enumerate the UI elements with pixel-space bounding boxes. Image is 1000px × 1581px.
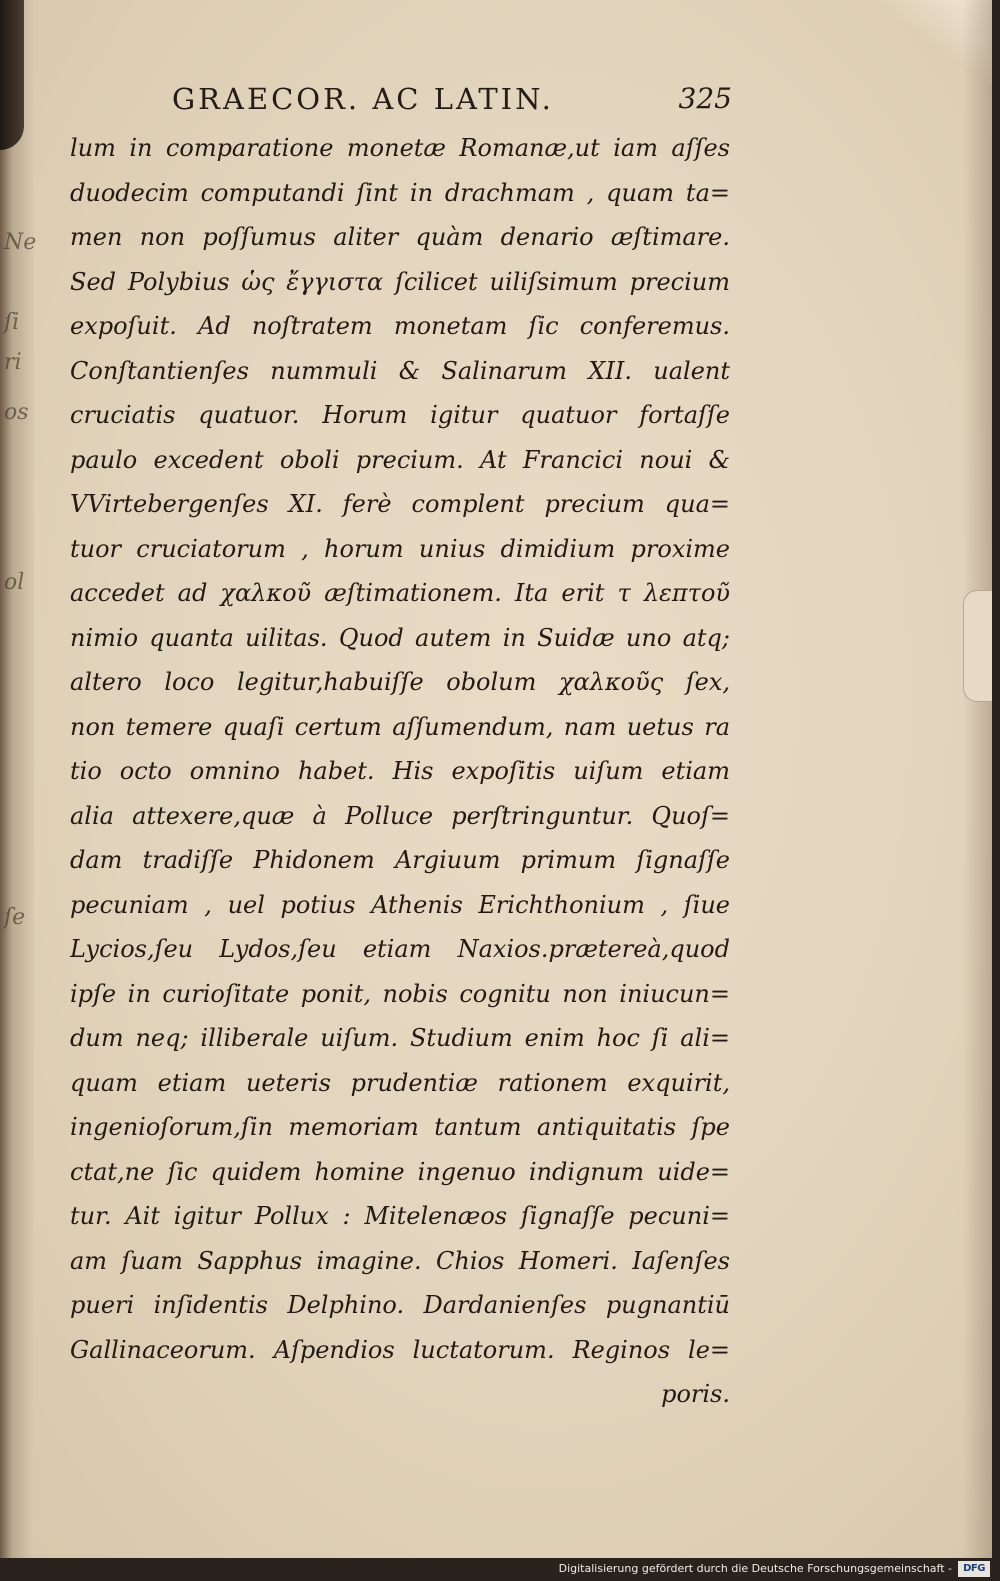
text-line: Conſtantienſes nummuli & Salinarum XII. ualent: [70, 356, 730, 385]
page-tab: [963, 590, 992, 702]
text-line: men non poſſumus aliter quàm denario æſtimare.: [70, 223, 730, 251]
dfg-logo-icon: DFG: [958, 1561, 990, 1577]
text-line: poris.: [661, 1380, 730, 1408]
text-line: pecuniam , uel potius Athenis Erichthonium , ſiue: [70, 890, 730, 919]
page-edge-shadow: [962, 0, 992, 1558]
scanner-clip: [0, 0, 24, 150]
margin-bleed-text: os: [4, 400, 29, 425]
text-line: VVirtebergenſes XI. ferè complent precium qua=: [70, 490, 730, 518]
text-line: pueri inſidentis Delphino. Dardanienſes pugnantiū: [70, 1291, 730, 1319]
text-line: dam tradiſſe Phidonem Argiuum primum ſignaſſe: [70, 846, 730, 874]
text-line: paulo excedent oboli precium. At Francici noui &: [70, 445, 730, 474]
text-line: altero loco legitur,habuiſſe obolum χαλκοῦς ſex,: [70, 668, 730, 696]
text-line: Gallinaceorum. Aſpendios luctatorum. Reginos le=: [70, 1335, 730, 1364]
adjacent-page-edge: [0, 0, 37, 1558]
text-line: nimio quanta uilitas. Quod autem in Suidæ uno atq;: [70, 623, 730, 652]
text-line: ingenioſorum,ſin memoriam tantum antiquitatis ſpe: [70, 1113, 730, 1141]
text-line: ctat,ne ſic quidem homine ingenuo indignum uide=: [70, 1157, 730, 1186]
margin-bleed-text: ol: [4, 570, 25, 595]
running-head: GRAECOR. AC LATIN.: [172, 82, 554, 116]
margin-bleed-text: Ne: [4, 230, 37, 255]
text-line: lum in comparatione monetæ Romanæ,ut iam aſſes: [70, 134, 730, 162]
page-header: [172, 82, 732, 126]
text-line: tur. Ait igitur Pollux : Mitelenæos ſignaſſe pecuni=: [70, 1202, 730, 1230]
text-line: expoſuit. Ad noſtratem monetam ſic conferemus.: [70, 312, 730, 340]
text-line: Lycios,ſeu Lydos,ſeu etiam Naxios.prætereà,quod: [70, 935, 730, 963]
body-text: [70, 126, 730, 1417]
text-line: dum neq; illiberale uiſum. Studium enim hoc ſi ali=: [70, 1024, 730, 1052]
margin-bleed-text: ſe: [4, 905, 26, 930]
digitization-credit: Digitalisierung gefördert durch die Deutsche Forschungsgemeinschaft -: [558, 1562, 952, 1575]
text-line: accedet ad χαλκοῦ æſtimationem. Ita erit τ λεπτοῦ: [70, 579, 730, 607]
margin-bleed-text: ſi: [4, 310, 20, 335]
text-line: cruciatis quatuor. Horum igitur quatuor fortaſſe: [70, 401, 730, 429]
text-line: tuor cruciatorum , horum unius dimidium proxime: [70, 534, 730, 563]
text-line: alia attexere,quæ à Polluce perſtringuntur. Quoſ=: [70, 801, 730, 830]
text-line: Sed Polybius ὡς ἔγγιστα ſcilicet uiliſsimum precium: [70, 267, 730, 296]
text-line: duodecim computandi ſint in drachmam , quam ta=: [70, 178, 730, 207]
text-line: ipſe in curioſitate ponit, nobis cognitu non iniucun=: [70, 979, 730, 1008]
text-line: non temere quaſi certum aſſumendum, nam uetus ra: [70, 712, 730, 741]
text-line: quam etiam ueteris prudentiæ rationem exquirit,: [70, 1068, 730, 1097]
page-number: 325: [678, 82, 732, 115]
margin-bleed-text: ri: [4, 350, 22, 375]
text-line: tio octo omnino habet. His expoſitis uiſum etiam: [70, 757, 730, 785]
text-line: am ſuam Sapphus imagine. Chios Homeri. Iaſenſes: [70, 1246, 730, 1275]
footer-bar: [0, 1558, 1000, 1581]
